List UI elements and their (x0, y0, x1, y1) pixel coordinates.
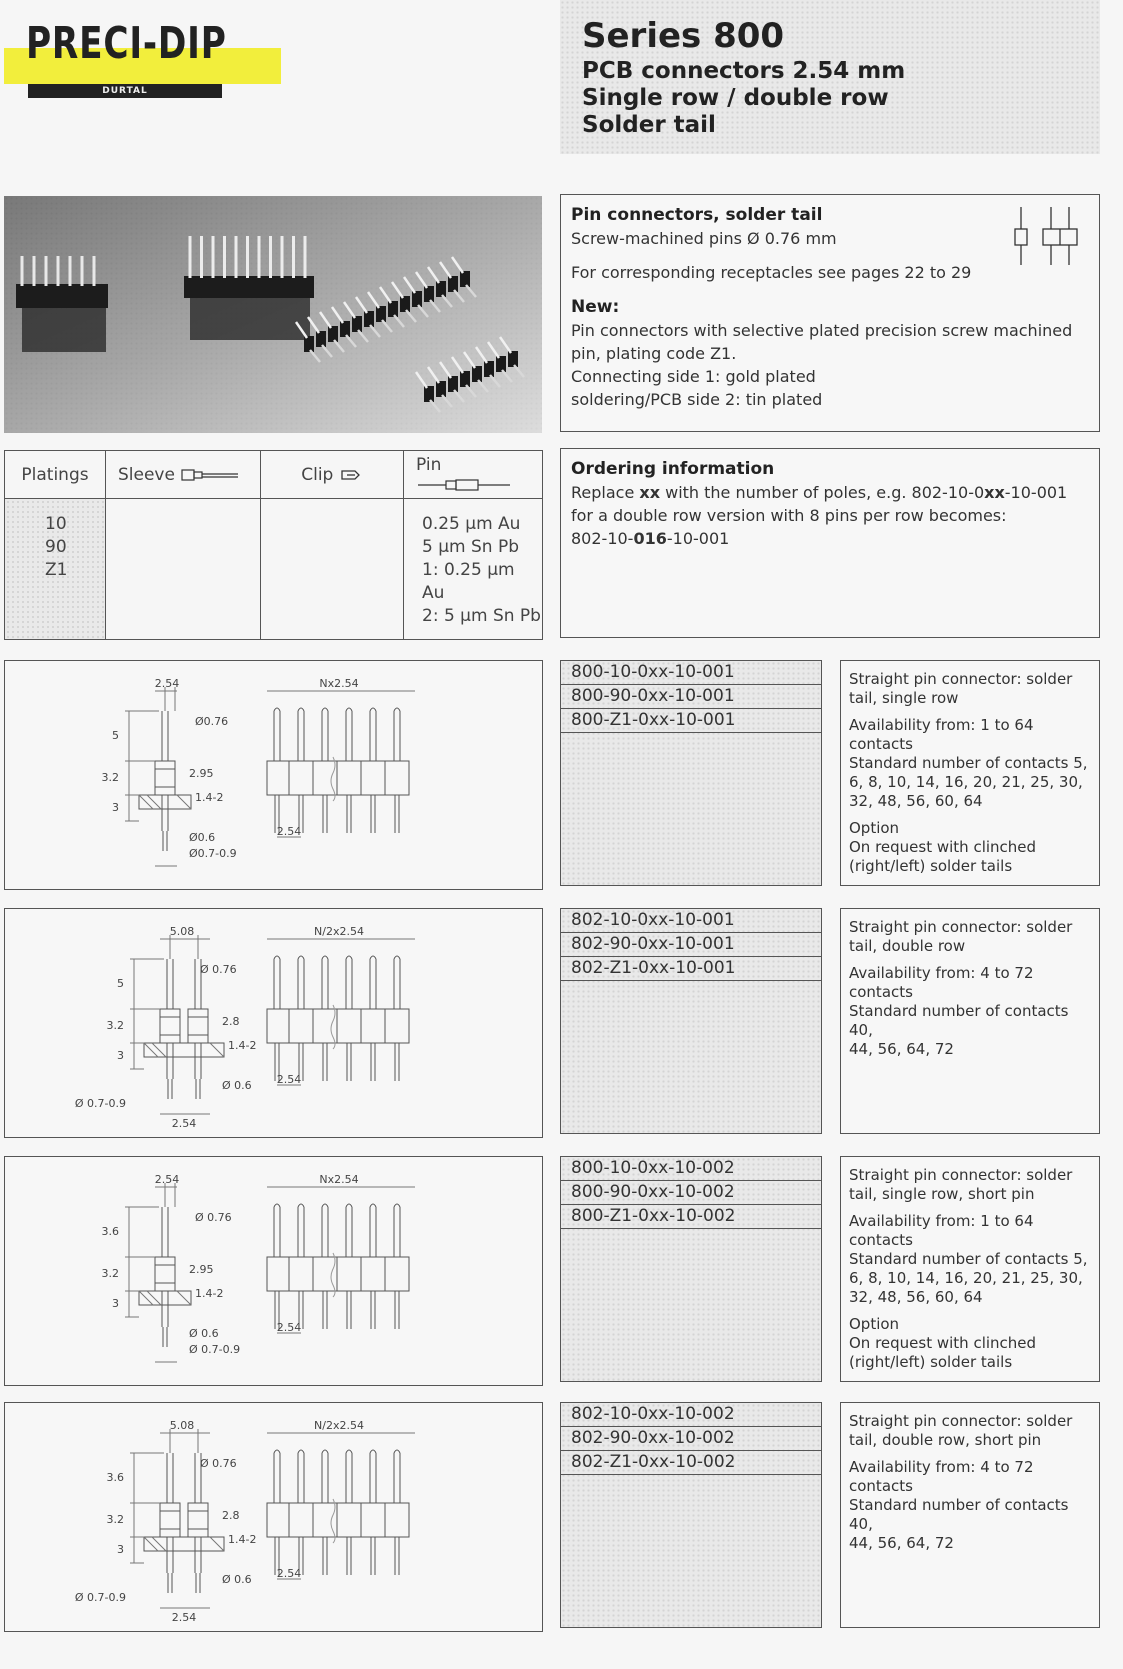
availability: Availability from: 1 to 64 contacts (849, 1212, 1034, 1249)
technical-drawing (5, 661, 542, 889)
dimension-label: 2.54 (276, 1073, 302, 1086)
brand-sub: DURTAL (28, 84, 222, 98)
option-line: On request with clinched (849, 1334, 1037, 1352)
description-line: tail, double row (849, 937, 966, 955)
dimension-label: N/2x2.54 (314, 925, 364, 938)
pin-values-cell (404, 499, 543, 640)
clip-icon (339, 468, 363, 482)
ordering-line-2: for a double row version with 8 pins per row becomes: (571, 506, 1007, 525)
dimension-label: Ø 0.6 (189, 1327, 219, 1340)
dimension-label: Ø 0.6 (222, 1079, 252, 1092)
dimension-label: Nx2.54 (319, 677, 359, 690)
dimension-label: 2.8 (222, 1509, 240, 1522)
standard-contacts: 44, 56, 64, 72 (849, 1534, 954, 1552)
part-number-list (560, 1402, 822, 1628)
dimension-label: 1.4-2 (195, 791, 224, 804)
header-line-1: PCB connectors 2.54 mm (582, 58, 906, 84)
intro-pins: Screw-machined pins Ø 0.76 mm (571, 229, 837, 248)
technical-drawing (5, 909, 542, 1137)
dimension-label: 5 (117, 977, 124, 990)
part-number: 800-90-0xx-10-002 (561, 1181, 821, 1205)
page-title: Series 800 (582, 16, 785, 56)
plating-code: 90 (45, 537, 67, 557)
dimension-label: 3.2 (101, 771, 119, 784)
part-number: 802-Z1-0xx-10-001 (561, 957, 821, 981)
description-line: tail, double row, short pin (849, 1431, 1042, 1449)
intro-new-line-4: soldering/PCB side 2: tin plated (571, 390, 823, 409)
standard-contacts: 6, 8, 10, 14, 16, 20, 21, 25, 30, (849, 773, 1083, 791)
dimension-label: 5.08 (169, 1419, 195, 1432)
ordering-title: Ordering information (571, 459, 775, 479)
intro-new-line-2: pin, plating code Z1. (571, 344, 737, 363)
part-number: 802-Z1-0xx-10-002 (561, 1451, 821, 1475)
option-line: (right/left) solder tails (849, 1353, 1013, 1371)
dimension-label: Ø 0.6 (222, 1573, 252, 1586)
pin-icon (416, 478, 512, 492)
availability: Availability from: 4 to 72 contacts (849, 1458, 1034, 1495)
standard-contacts: Standard number of contacts 5, (849, 1250, 1088, 1268)
dimension-label: 3.6 (101, 1225, 119, 1238)
option-line: On request with clinched (849, 838, 1037, 856)
intro-new-line-3: Connecting side 1: gold plated (571, 367, 816, 386)
dimension-label: 3 (112, 801, 119, 814)
part-number: 802-90-0xx-10-001 (561, 933, 821, 957)
intro-title: Pin connectors, solder tail (571, 205, 823, 225)
platings-header: Platings (5, 451, 106, 499)
dimension-label: 2.54 (276, 1321, 302, 1334)
dimension-label: 3 (117, 1543, 124, 1556)
dimension-label: 3 (112, 1297, 119, 1310)
ordering-box (560, 448, 1100, 638)
sleeve-icon (180, 468, 240, 482)
drawing-box (4, 1402, 543, 1632)
dimension-label: 1.4-2 (228, 1039, 257, 1052)
dimension-label: Ø 0.76 (200, 1457, 237, 1470)
option-title: Option (849, 1315, 900, 1333)
dimension-label: 2.95 (189, 767, 214, 780)
dimension-label: 1.4-2 (228, 1533, 257, 1546)
dimension-label: 5.08 (169, 925, 195, 938)
pin-plating-value: 0.25 µm Au (422, 514, 521, 534)
standard-contacts: Standard number of contacts 40, (849, 1002, 1069, 1039)
clip-cell (261, 499, 404, 640)
plating-code: 10 (45, 514, 67, 534)
dimension-label: 2.54 (276, 825, 302, 838)
dimension-label: Ø0.6 (189, 831, 216, 844)
dimension-label: 3.6 (106, 1471, 124, 1484)
dimension-label: 2.54 (276, 1567, 302, 1580)
drawing-box (4, 660, 543, 890)
part-number: 800-Z1-0xx-10-002 (561, 1205, 821, 1229)
intro-new-line-1: Pin connectors with selective plated precision screw machined (571, 321, 1073, 340)
part-number-list (560, 908, 822, 1134)
part-number: 802-10-0xx-10-002 (561, 1403, 821, 1427)
dimension-label: Nx2.54 (319, 1173, 359, 1186)
product-description (840, 1156, 1100, 1382)
standard-contacts: Standard number of contacts 5, (849, 754, 1088, 772)
pin-plating-value: 1: 0.25 µm Au (422, 560, 515, 603)
intro-box (560, 194, 1100, 432)
dimension-label: Ø 0.76 (195, 1211, 232, 1224)
drawing-box (4, 1156, 543, 1386)
intro-new-title: New: (571, 297, 620, 317)
standard-contacts: 44, 56, 64, 72 (849, 1040, 954, 1058)
part-number-list (560, 660, 822, 886)
standard-contacts: Standard number of contacts 40, (849, 1496, 1069, 1533)
description-line: tail, single row (849, 689, 959, 707)
description-line: Straight pin connector: solder (849, 1412, 1073, 1430)
intro-receptacles: For corresponding receptacles see pages 22 to 29 (571, 263, 972, 282)
part-number-list (560, 1156, 822, 1382)
dimension-label: 3 (117, 1049, 124, 1062)
dimension-label: Ø 0.76 (200, 963, 237, 976)
pin-plating-value: 5 µm Sn Pb (422, 537, 520, 557)
standard-contacts: 6, 8, 10, 14, 16, 20, 21, 25, 30, (849, 1269, 1083, 1287)
sleeve-cell (106, 499, 261, 640)
dimension-label: 2.54 (171, 1611, 197, 1624)
pin-header: Pin (404, 451, 543, 499)
plating-code: Z1 (45, 560, 68, 580)
dimension-label: 2.8 (222, 1015, 240, 1028)
part-number: 800-90-0xx-10-001 (561, 685, 821, 709)
product-description (840, 908, 1100, 1134)
standard-contacts: 32, 48, 56, 60, 64 (849, 792, 983, 810)
brand-logo: PRECI-DIP (26, 18, 227, 69)
product-description (840, 1402, 1100, 1628)
dimension-label: Ø0.76 (195, 715, 229, 728)
dimension-label: 3.2 (106, 1019, 124, 1032)
description-line: Straight pin connector: solder (849, 1166, 1073, 1184)
part-number: 800-Z1-0xx-10-001 (561, 709, 821, 733)
option-title: Option (849, 819, 900, 837)
pin-plating-value: 2: 5 µm Sn Pb (422, 606, 541, 626)
availability: Availability from: 4 to 72 contacts (849, 964, 1034, 1001)
dimension-label: 1.4-2 (195, 1287, 224, 1300)
part-number: 800-10-0xx-10-001 (561, 661, 821, 685)
header-line-2: Single row / double row (582, 85, 889, 111)
dimension-label: 5 (112, 729, 119, 742)
product-photo (4, 196, 542, 433)
technical-drawing (5, 1403, 542, 1631)
dimension-label: 2.54 (171, 1117, 197, 1130)
dimension-label: 3.2 (106, 1513, 124, 1526)
dimension-label: N/2x2.54 (314, 1419, 364, 1432)
technical-drawing (5, 1157, 542, 1385)
pin-connector-icon (1009, 203, 1089, 269)
option-line: (right/left) solder tails (849, 857, 1013, 875)
availability: Availability from: 1 to 64 contacts (849, 716, 1034, 753)
dimension-label: Ø 0.7-0.9 (74, 1097, 126, 1110)
ordering-example: 802-10-016-10-001 (571, 529, 730, 548)
sleeve-header: Sleeve (106, 451, 261, 499)
dimension-label: Ø 0.7-0.9 (74, 1591, 126, 1604)
plating-codes-cell (5, 499, 106, 640)
description-line: Straight pin connector: solder (849, 918, 1073, 936)
clip-header: Clip (261, 451, 404, 499)
part-number: 802-90-0xx-10-002 (561, 1427, 821, 1451)
platings-table (4, 450, 543, 640)
ordering-line-1: Replace xx with the number of poles, e.g. 802-10-0xx-10-001 (571, 483, 1068, 502)
dimension-label: Ø0.7-0.9 (189, 847, 237, 860)
dimension-label: 2.54 (154, 1173, 180, 1186)
standard-contacts: 32, 48, 56, 60, 64 (849, 1288, 983, 1306)
dimension-label: Ø 0.7-0.9 (189, 1343, 241, 1356)
part-number: 802-10-0xx-10-001 (561, 909, 821, 933)
dimension-label: 2.95 (189, 1263, 214, 1276)
description-line: tail, single row, short pin (849, 1185, 1035, 1203)
drawing-box (4, 908, 543, 1138)
dimension-label: 2.54 (154, 677, 180, 690)
part-number: 800-10-0xx-10-002 (561, 1157, 821, 1181)
product-description (840, 660, 1100, 886)
dimension-label: 3.2 (101, 1267, 119, 1280)
header-line-3: Solder tail (582, 112, 716, 138)
description-line: Straight pin connector: solder (849, 670, 1073, 688)
